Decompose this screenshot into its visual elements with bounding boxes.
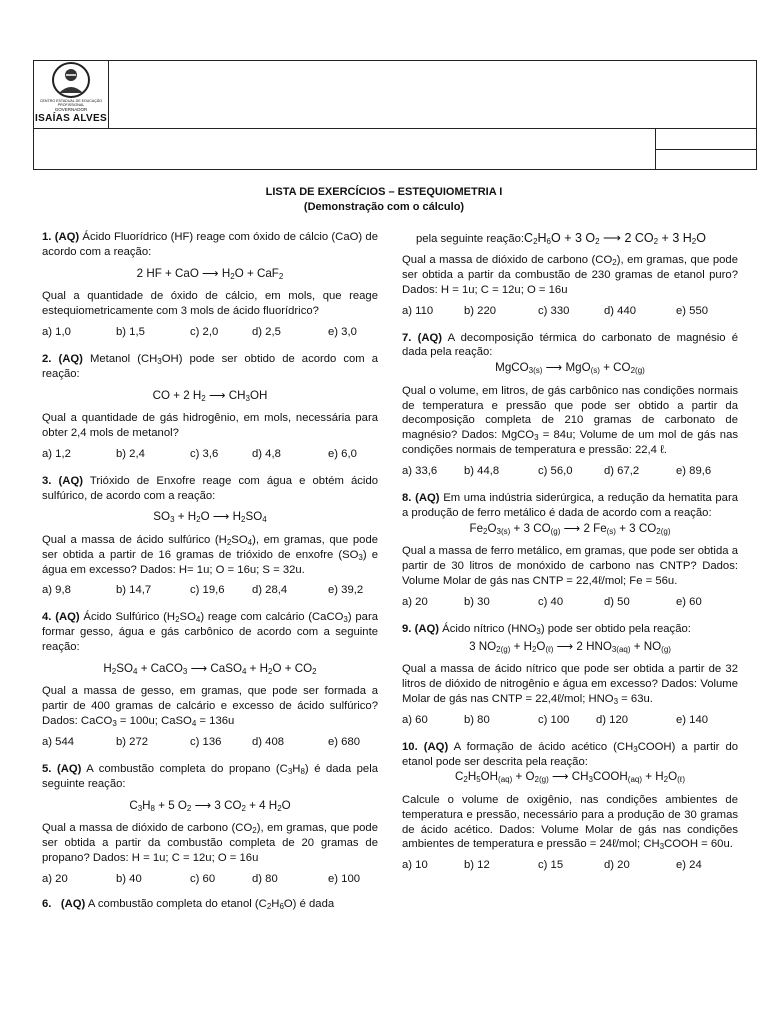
q2-option-e[interactable]: e) 6,0 <box>328 447 357 460</box>
header-divider-v-logo <box>108 60 109 129</box>
q8-question: Qual a massa de ferro metálico, em gramas, que pode ser obtida a partir de 30 litros de monóxido de carbono nas CNTP? Dados: Volume Molar de gás nas CNTP = 22,4ℓ/mol; Fe = 56u. <box>402 545 738 587</box>
q8-tag: (AQ) <box>415 492 440 505</box>
header-divider-h-right <box>655 149 757 150</box>
question-3 <box>42 474 378 599</box>
q2-equation: CO + 2 $H_2$ ⟶ $CH_3OH$ <box>152 388 268 403</box>
q9-option-d[interactable]: d) 120 <box>596 713 629 726</box>
logo-name: ISAÍAS ALVES <box>35 112 107 124</box>
q4-question: Qual a massa de gesso, em gramas, que pode ser formada a partir de 400 gramas de calcário e excesso de ácido sulfúrico? Dados: CaCO$_3$ = 100u; CaSO$_4$ = 136u <box>42 685 378 729</box>
q1-question: Qual a quantidade de óxido de cálcio, em mols, que reage estequiometricamente com 3 mols de ácido fluorídrico? <box>42 290 378 318</box>
q6-option-c[interactable]: c) 330 <box>538 304 570 317</box>
q8-equation: $Fe_2O_{3(s)} + 3$ $CO_{(g)}$ ⟶ 2 $Fe_{(s)} + 3$ $CO_{2(g)}$ <box>469 521 671 536</box>
q7-option-c[interactable]: c) 56,0 <box>538 465 573 478</box>
q10-option-e[interactable]: e) 24 <box>676 859 702 872</box>
q6-options <box>402 304 738 319</box>
q1-option-a[interactable]: a) 1,0 <box>42 325 71 338</box>
right-column <box>402 230 738 885</box>
q1-option-b[interactable]: b) 1,5 <box>116 325 145 338</box>
question-10: 10. (AQ) A formação de ácido acético $(CH_3COOH)$ a partir do etanol pode ser descrita pela reação: $C_2H_5OH_{(aq)} + O_{2(g)}$ ⟶ $CH_3COOH_{(aq)} + H_2O_{(\ell)}$ Calcule o volume de oxigênio, nas condições ambientes de temperatura e pressão, necessário para a produção de 30 gramas de ácido acético. Dados: Volume Molar de gás nas condições ambientes de temperatura e pressão = 24ℓ/mol; $CH_3COOH = 60u$. a) 10 b) 12 c) 15 d) 20 e) 24 <box>402 740 739 872</box>
q1-number: 1. <box>42 231 52 243</box>
q5-number: 5. <box>42 763 52 776</box>
q1-text: Ácido Fluorídrico (HF) reage com óxido de cálcio (CaO) de acordo com a reação: <box>42 231 378 258</box>
q5-option-a[interactable]: a) 20 <box>42 872 68 885</box>
q6-option-d[interactable]: d) 440 <box>604 304 637 317</box>
header-outer-box <box>33 60 757 170</box>
q10-number: 10. <box>402 740 418 753</box>
q8-option-e[interactable]: e) 60 <box>676 595 702 608</box>
q3-option-b[interactable]: b) 14,7 <box>116 584 152 597</box>
q7-text: A decomposição térmica do carbonato de magnésio é dada pela reação: <box>402 331 739 359</box>
q3-option-e[interactable]: e) 39,2 <box>328 584 364 597</box>
q2-question: Qual a quantidade de gás hidrogênio, em mols, necessária para obter 2,4 mols de metanol? <box>42 411 378 439</box>
page-title <box>0 185 768 215</box>
q3-options <box>42 583 378 598</box>
q1-tag: (AQ) <box>54 231 80 243</box>
q5-option-c[interactable]: c) 60 <box>190 872 216 885</box>
question-6-continued <box>402 230 738 319</box>
question-1 <box>42 230 378 340</box>
q7-option-e[interactable]: e) 89,6 <box>676 465 712 478</box>
q2-option-b[interactable]: b) 2,4 <box>116 447 145 460</box>
q5-equation: $C_3H_8 + 5$ $O_2$ ⟶ 3 $CO_2 + 4$ $H_2O$ <box>129 798 291 813</box>
logo-text-2: GOVERNADOR <box>54 106 88 112</box>
q7-option-a[interactable]: a) 33,6 <box>402 465 438 478</box>
title-line-1: LISTA DE EXERCÍCIOS – ESTEQUIOMETRIA I <box>265 186 503 198</box>
q8-option-b[interactable]: b) 30 <box>464 595 490 608</box>
left-column <box>42 230 378 922</box>
q9-equation: 3 $NO_{2(g)} + H_2O_{(\ell)}$ ⟶ 2 $HNO_{3(aq)} + NO_{(g)}$ <box>469 639 671 654</box>
q1-options <box>42 325 378 340</box>
q4-option-e[interactable]: e) 680 <box>328 736 361 749</box>
q2-options <box>42 447 378 462</box>
q2-option-a[interactable]: a) 1,2 <box>42 447 71 460</box>
q8-text: Em uma indústria siderúrgica, a redução da hematita para a produção de ferro metálico é dada de acordo com a reação: <box>402 492 739 519</box>
q8-options <box>402 595 738 610</box>
q4-number: 4. <box>42 611 52 624</box>
q4-option-a[interactable]: a) 544 <box>42 736 75 749</box>
q10-option-c[interactable]: c) 15 <box>538 859 564 872</box>
q10-option-a[interactable]: a) 10 <box>402 859 428 872</box>
q9-option-b[interactable]: b) 80 <box>464 713 490 726</box>
q10-equation: $C_2H_5OH_{(aq)} + O_{2(g)}$ ⟶ $CH_3COOH_{(aq)} + H_2O_{(\ell)}$ <box>454 770 686 785</box>
question-9: 9. (AQ) Ácido nítrico $(HNO_3)$ pode ser obtido pela reação: 3 $NO_{2(g)} + H_2O_{(\ell)}$ ⟶ 2 $HNO_{3(aq)} + NO_{(g)}$ Qual a massa de ácido nítrico que pode ser obtida a partir de 32 litros de dióxido de nitrogênio e água em excesso? Dados: Volume Molar de gás nas CNTP = 22,4ℓ/mol; $HNO_3 = 63u$. a) 60 b) 80 c) 100 d) 120 e) 140 <box>402 622 738 726</box>
q4-option-c[interactable]: c) 136 <box>190 736 222 749</box>
q8-number: 8. <box>402 492 412 505</box>
q1-option-c[interactable]: c) 2,0 <box>190 325 219 338</box>
q3-option-d[interactable]: d) 28,4 <box>252 584 288 597</box>
question-4: 4. (AQ) Ácido Sulfúrico $(H_2SO_4)$ reage com calcário (CaCO$_3$) para formar gesso, água e gás carbônico de acordo com a seguinte reação: $H_2SO_4$ + CaCO$_3$ ⟶ CaSO$_4$ + $H_2O + CO_2$ Qual a massa de gesso, em gramas, que pode ser formada a partir de 400 gramas de calcário e excesso de ácido sulfúrico? Dados: CaCO$_3$ = 100u; CaSO$_4$ = 136u a) 544 b) 272 c) 136 d) 408 e) 680 <box>42 611 379 749</box>
q7-options <box>402 464 738 479</box>
q10-option-d[interactable]: d) 20 <box>604 859 630 872</box>
q7-number: 7. <box>402 331 412 344</box>
q6-option-e[interactable]: e) 550 <box>676 304 709 317</box>
school-logo <box>34 61 108 128</box>
question-5: 5. (AQ) A combustão completa do propano $(C_3H_8)$ é dada pela seguinte reação: $C_3H_8 + 5$ $O_2$ ⟶ 3 $CO_2 + 4$ $H_2O$ Qual a massa de dióxido de carbono $(CO_2)$, em gramas, que pode ser obtida a partir da combustão completa de 20 gramas de propano? Dados: H = 1u; C = 12u; O = 16u a) 20 b) 40 c) 60 d) 80 e) 100 <box>42 763 379 885</box>
q5-option-d[interactable]: d) 80 <box>252 872 278 885</box>
q4-tag: (AQ) <box>55 611 80 624</box>
q5-options <box>42 872 378 887</box>
q9-question: Qual a massa de ácido nítrico que pode ser obtida a partir de 32 litros de dióxido de nitrogênio e água em excesso? Dados: Volume Molar de gás nas CNTP = 22,4ℓ/mol; $HNO_3 = 63u$. <box>402 663 738 706</box>
q2-option-c[interactable]: c) 3,6 <box>190 447 219 460</box>
q7-equation: MgCO$_{3(s)}$ ⟶ $MgO_{(s)} + CO_{2(g)}$ <box>495 361 645 376</box>
q8-option-c[interactable]: c) 40 <box>538 595 564 608</box>
question-6-start: 6. (AQ) A combustão completa do etanol $(C_2H_6O)$ é dada <box>42 897 335 911</box>
q5-question: Qual a massa de dióxido de carbono $(CO_2)$, em gramas, que pode ser obtida a partir da combustão completa de 20 gramas de propano? Dados: H = 1u; C = 12u; O = 16u <box>42 822 379 864</box>
q3-number: 3. <box>42 474 52 487</box>
q9-option-c[interactable]: c) 100 <box>538 713 570 726</box>
title-line-2: (Demonstração com o cálculo) <box>303 200 465 213</box>
q9-option-e[interactable]: e) 140 <box>676 713 709 726</box>
q6-equation: pela seguinte $reação:C_2H_6O + 3$ $O_2$ ⟶ 2 $CO_2 + 3$ $H_2O$ <box>416 231 706 246</box>
school-logo-portrait-icon <box>51 61 91 99</box>
q1-equation: 2 HF + CaO ⟶ $H_2O + CaF_2$ <box>136 266 284 281</box>
q3-text: Trióxido de Enxofre reage com água e obtém ácido sulfúrico, de acordo com a reação: <box>42 474 379 502</box>
q6-number: 6. <box>42 897 52 910</box>
q7-tag: (AQ) <box>417 331 443 344</box>
q1-option-e[interactable]: e) 3,0 <box>328 325 357 338</box>
q4-equation: $H_2SO_4$ + CaCO$_3$ ⟶ CaSO$_4$ + $H_2O + CO_2$ <box>103 662 317 677</box>
q7-option-d[interactable]: d) 67,2 <box>604 465 640 478</box>
q10-options <box>402 858 738 873</box>
q3-question: Qual a massa de ácido sulfúrico $(H_2SO_4)$, em gramas, que pode ser obtida a partir de 16 gramas de trióxido de enxofre $(SO_3)$ e água em excesso? Dados: H= 1u; O = 16u; S = 32u. <box>42 533 379 576</box>
q3-option-c[interactable]: c) 19,6 <box>190 584 225 597</box>
q9-options <box>402 713 738 728</box>
q9-number: 9. <box>402 622 412 635</box>
q5-tag: (AQ) <box>56 763 82 776</box>
q6-option-b[interactable]: b) 220 <box>464 304 497 317</box>
q9-tag: (AQ) <box>414 622 440 635</box>
q10-question: Calcule o volume de oxigênio, nas condições ambientes de temperatura e pressão, necessário para a produção de 30 gramas de ácido acético. Dados: Volume Molar de gás nas condições ambientes de temperatura e pressão = 24ℓ/mol; $CH_3COOH = 60u$. <box>402 793 738 852</box>
q10-tag: (AQ) <box>423 740 449 753</box>
logo-text-1: CENTRO ESTADUAL DE EDUCAÇÃO PROFISSIONAL <box>39 99 103 107</box>
q3-option-a[interactable]: a) 9,8 <box>42 584 71 597</box>
q4-option-d[interactable]: d) 408 <box>252 736 285 749</box>
q6-question: Qual a massa de dióxido de carbono $(CO_2)$, em gramas, que pode ser obtida a partir da combustão de 230 gramas de etanol puro? Dados: H = 1u; C = 12u; O = 16u <box>402 253 739 296</box>
q6-tag: (AQ) <box>60 897 86 910</box>
q2-number: 2. <box>42 352 52 365</box>
q9-option-a[interactable]: a) 60 <box>402 713 428 726</box>
q8-option-d[interactable]: d) 50 <box>604 595 630 608</box>
q7-question: Qual o volume, em litros, de gás carbônico nas condições normais de temperatura e pressão que pode ser obtido a partir da decomposição completa de 210 gramas de carbonato de magnésio? Dados: MgCO$_3$ = 84u; Volume de um mol de gás nas condições normais de temperatura e pressão: 22,4 ℓ. <box>402 384 739 457</box>
question-2: 2. (AQ) Metanol $(CH_3OH)$ pode ser obtido de acordo com a reação: CO + 2 $H_2$ ⟶ $CH_3OH$ Qual a quantidade de gás hidrogênio, em mols, necessária para obter 2,4 mols de metanol? a) 1,2 b) 2,4 c) 3,6 d) 4,8 e) 6,0 <box>42 352 379 460</box>
q7-option-b[interactable]: b) 44,8 <box>464 465 500 478</box>
question-8 <box>402 491 738 610</box>
q2-option-d[interactable]: d) 4,8 <box>252 447 281 460</box>
q3-equation: $SO_3 + H_2O$ ⟶ $H_2SO_4$ <box>153 510 267 525</box>
q5-option-b[interactable]: b) 40 <box>116 872 142 885</box>
header-divider-h <box>33 128 757 129</box>
q3-tag: (AQ) <box>58 474 84 487</box>
q1-option-d[interactable]: d) 2,5 <box>252 325 281 338</box>
q10-option-b[interactable]: b) 12 <box>464 859 490 872</box>
q2-tag: (AQ) <box>58 352 83 365</box>
q4-options <box>42 735 378 750</box>
q5-option-e[interactable]: e) 100 <box>328 872 361 885</box>
q8-option-a[interactable]: a) 20 <box>402 595 428 608</box>
question-7 <box>402 331 738 480</box>
q4-option-b[interactable]: b) 272 <box>116 736 149 749</box>
q6-option-a[interactable]: a) 110 <box>402 304 434 317</box>
